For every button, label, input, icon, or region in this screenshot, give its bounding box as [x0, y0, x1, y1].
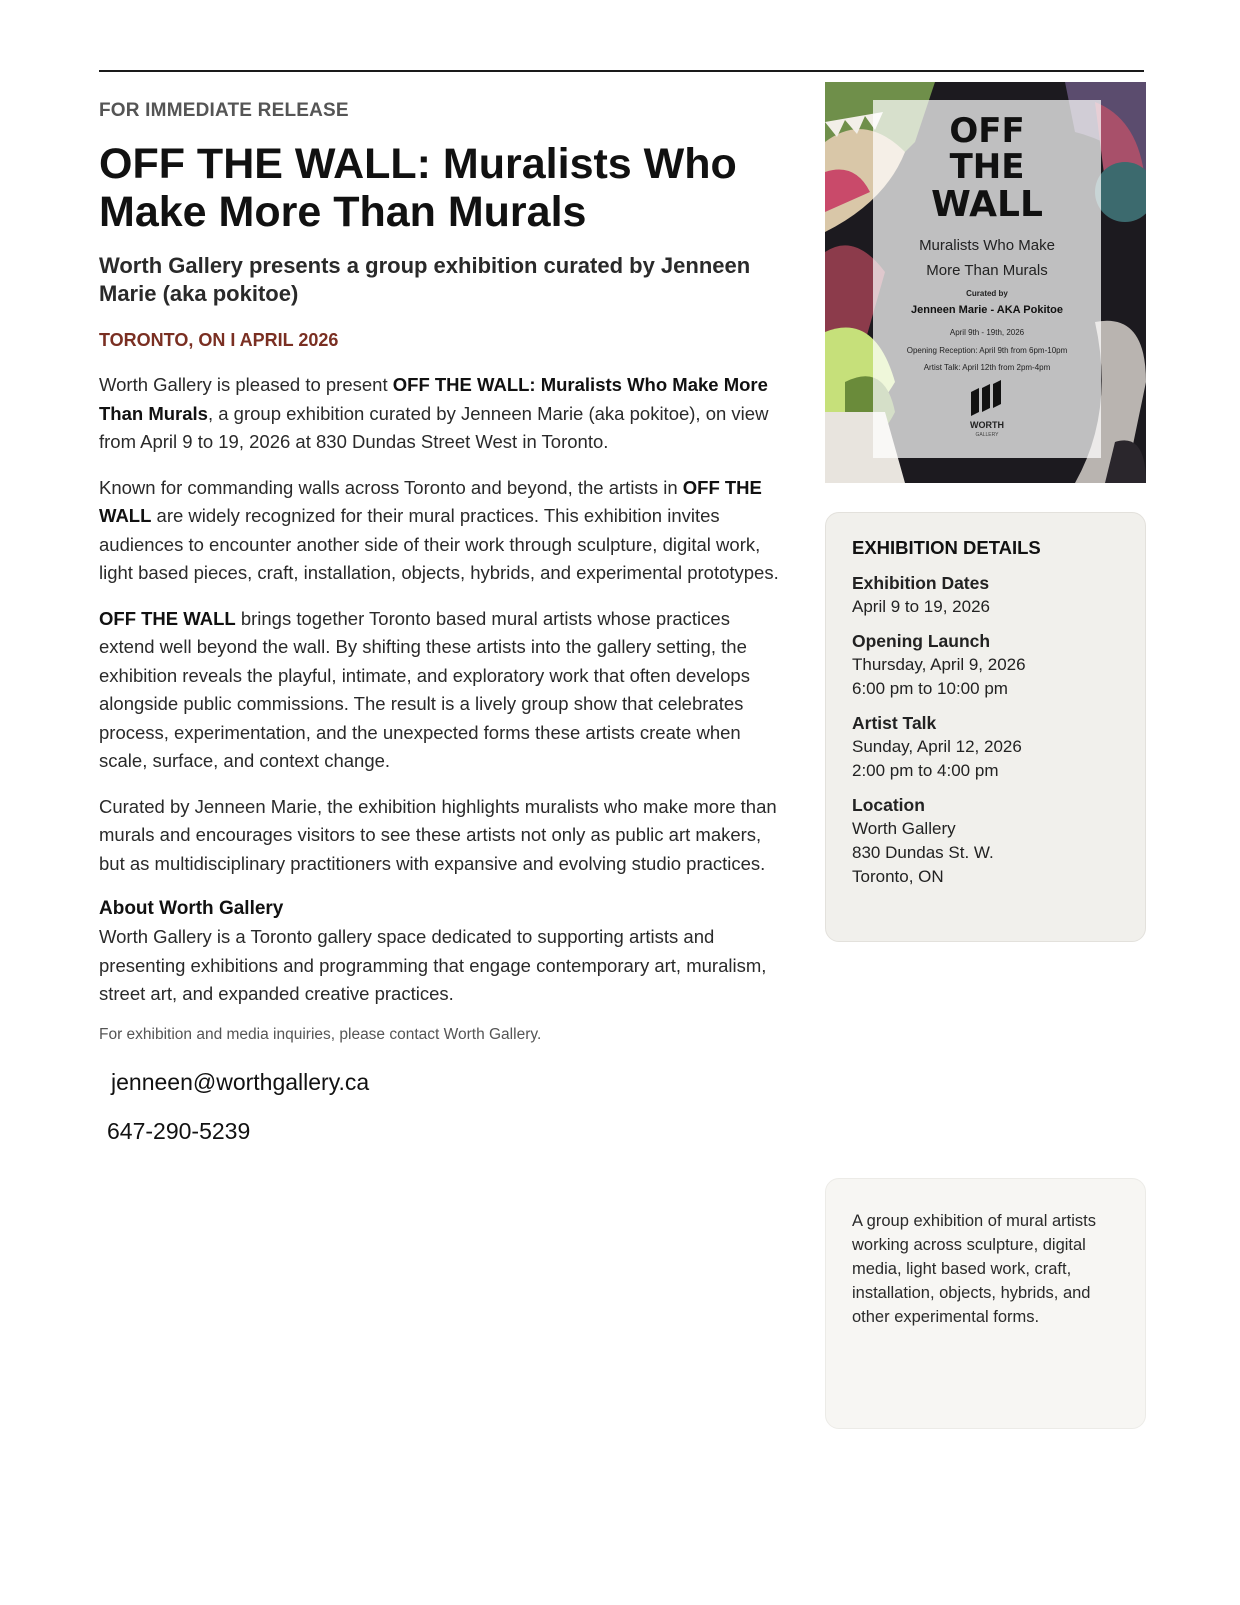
subtitle: Worth Gallery presents a group exhibition curated by Jenneen Marie (aka pokitoe)	[99, 253, 751, 306]
poster-talk: Artist Talk: April 12th from 2pm-4pm	[923, 363, 1051, 372]
poster-curator: Jenneen Marie - AKA Pokitoe	[911, 304, 1063, 316]
blurb-text: A group exhibition of mural artists working across sculpture, digital media, light based work, craft, installation, objects, hybrids, and other experimental forms.	[852, 1212, 1096, 1326]
poster-title-line-2: THE	[949, 147, 1025, 187]
contact-note: For exhibition and media inquiries, please contact Worth Gallery.	[99, 1025, 542, 1043]
poster-title-line-3: WALL	[931, 184, 1043, 225]
detail-location: Location Worth Gallery 830 Dundas St. W. Toronto, ON	[852, 795, 994, 886]
exhibition-poster	[825, 82, 1146, 483]
press-release-body	[99, 100, 779, 1156]
page-title: OFF THE WALL: Muralists Who Make More Than Murals	[99, 140, 737, 236]
poster-curated-label: Curated by	[966, 289, 1008, 298]
detail-opening: Opening Launch Thursday, April 9, 2026 6:00 pm to 10:00 pm	[852, 631, 1026, 698]
about-heading: About Worth Gallery	[99, 898, 284, 919]
poster-title-line-1: OFF	[949, 111, 1025, 151]
top-rule	[99, 70, 1144, 72]
exhibition-blurb-card	[825, 1178, 1146, 1429]
paragraph-4: Curated by Jenneen Marie, the exhibition highlights muralists who make more than murals and encourages visitors to see these artists not only as public art makers, but as multidisciplinary practitioners with expansive and evolving studio practices.	[99, 795, 777, 874]
details-heading: EXHIBITION DETAILS	[852, 537, 1041, 558]
detail-dates: Exhibition Dates April 9 to 19, 2026	[852, 573, 990, 616]
paragraph-2: Known for commanding walls across Toronto and beyond, the artists in OFF THE WALL are widely recognized for their mural practices. This exhibition invites audiences to encounter another side of their work through sculpture, digital work, light based pieces, craft, installation, objects, hybrids, and experimental prototypes.	[99, 476, 779, 583]
poster-logo-text: WORTH	[970, 420, 1004, 430]
release-label: FOR IMMEDIATE RELEASE	[99, 100, 349, 121]
poster-opening: Opening Reception: April 9th from 6pm-10pm	[906, 346, 1068, 355]
detail-artist-talk: Artist Talk Sunday, April 12, 2026 2:00 pm to 4:00 pm	[852, 713, 1022, 780]
poster-logo-sub: GALLERY	[975, 432, 999, 438]
paragraph-3: OFF THE WALL brings together Toronto based mural artists whose practices extend well beyond the wall. By shifting these artists into the gallery setting, the exhibition reveals the playful, intimate, and exploratory work that often develops alongside public commissions. The result is a lively group show that celebrates process, experimentation, and the unexpected forms these artists create when scale, surface, and context change.	[99, 607, 750, 771]
paragraph-1: Worth Gallery is pleased to present OFF THE WALL: Muralists Who Make More Than Murals, a group exhibition curated by Jenneen Marie (aka pokitoe), on view from April 9 to 19, 2026 at 830 Dundas Street West in Toronto.	[99, 374, 769, 452]
about-text: Worth Gallery is a Toronto gallery space dedicated to supporting artists and presenting exhibitions and programming that engage contemporary art, muralism, street art, and expanded creative practices.	[99, 926, 767, 1004]
poster-subtitle-2: More Than Murals	[926, 262, 1048, 279]
poster-dates: April 9th - 19th, 2026	[949, 328, 1025, 337]
poster-subtitle-1: Muralists Who Make	[919, 237, 1055, 254]
contact-phone[interactable]: 647-290-5239	[107, 1117, 251, 1144]
contact-email[interactable]: jenneen@worthgallery.ca	[111, 1068, 370, 1095]
dateline: TORONTO, ON I APRIL 2026	[99, 330, 339, 350]
exhibition-details-card	[825, 512, 1146, 942]
